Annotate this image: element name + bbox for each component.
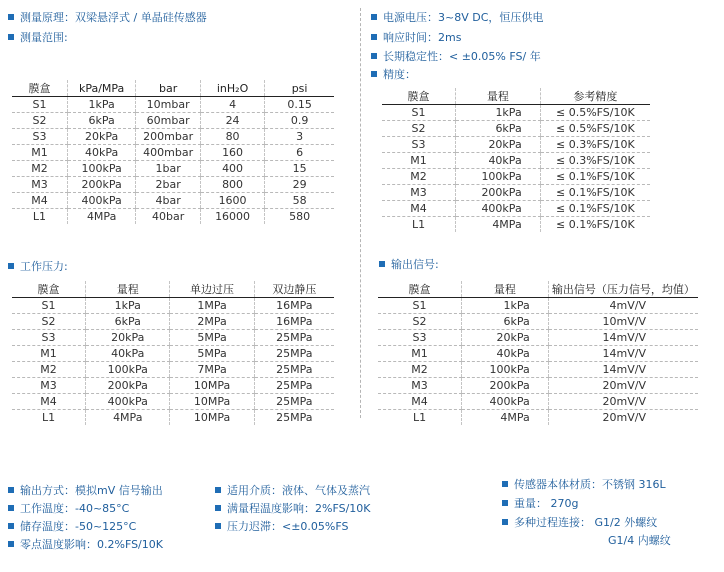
- cell: S2: [378, 314, 462, 330]
- cell: M3: [12, 378, 86, 394]
- cell: S2: [12, 314, 86, 330]
- cell: 6kPa: [456, 121, 541, 137]
- cell: 6kPa: [462, 314, 549, 330]
- output-signal-text: 输出信号:: [391, 258, 439, 271]
- measure-range-text: 测量范围:: [20, 31, 68, 44]
- bullet-icon: [8, 523, 14, 529]
- cell: 25MPa: [254, 362, 334, 378]
- cell: M3: [378, 378, 462, 394]
- cell: 16MPa: [254, 298, 334, 314]
- bullet-icon: [215, 487, 221, 493]
- cell: 1kPa: [86, 298, 170, 314]
- cell: ≤ 0.1%FS/10K: [540, 185, 650, 201]
- cell: 40kPa: [86, 346, 170, 362]
- cell: S1: [378, 298, 462, 314]
- wp-header-static: 双边静压: [254, 281, 334, 298]
- cell: M1: [12, 346, 86, 362]
- cell: 100kPa: [67, 161, 135, 177]
- cell: M3: [12, 177, 67, 193]
- cell: M2: [378, 362, 462, 378]
- measure-principle: [8, 10, 207, 26]
- cell: 25MPa: [254, 346, 334, 362]
- cell: 200kPa: [67, 177, 135, 193]
- table-row: [382, 153, 650, 169]
- storage-temperature-text: 储存温度：-50~125°C: [20, 520, 137, 533]
- cell: M3: [382, 185, 456, 201]
- table-row: [12, 97, 334, 113]
- cell: 3: [265, 129, 334, 145]
- bullet-icon: [8, 505, 14, 511]
- cell: L1: [32, 210, 47, 223]
- long-term-stability: [371, 49, 541, 65]
- cell: 2bar: [136, 177, 201, 193]
- weight-text: 重量： 270g: [514, 497, 579, 510]
- cell: M4: [12, 193, 67, 209]
- output-mode: [8, 483, 163, 499]
- cell: 14mV/V: [548, 330, 698, 346]
- cell: 100kPa: [456, 169, 541, 185]
- long-term-stability-text: 长期稳定性：< ±0.05% FS/ 年: [383, 50, 541, 63]
- cell: 6: [265, 145, 334, 161]
- cell: 100kPa: [86, 362, 170, 378]
- table-row: [12, 314, 334, 330]
- cell: 10MPa: [170, 394, 254, 410]
- cell: 200kPa: [462, 378, 549, 394]
- table-row: [12, 346, 334, 362]
- cell: 800: [200, 177, 264, 193]
- table-row: [378, 394, 698, 410]
- range-header-membrane: 膜盒: [12, 80, 67, 97]
- cell: S1: [12, 298, 86, 314]
- cell: ≤ 0.3%FS/10K: [540, 153, 650, 169]
- cell: M2: [382, 169, 456, 185]
- cell: 0.9: [265, 113, 334, 129]
- body-material: [502, 477, 666, 493]
- cell: 20kPa: [67, 129, 135, 145]
- bullet-icon: [371, 53, 377, 59]
- cell: 400kPa: [462, 394, 549, 410]
- column-divider: [360, 8, 361, 418]
- bullet-icon: [502, 481, 508, 487]
- cell: 80: [200, 129, 264, 145]
- table-row: [12, 145, 334, 161]
- cell: ≤ 0.1%FS/10K: [540, 169, 650, 185]
- cell: 10MPa: [170, 378, 254, 394]
- cell: 60mbar: [136, 113, 201, 129]
- cell: 14mV/V: [548, 362, 698, 378]
- cell: 40bar: [136, 209, 201, 225]
- cell: 0.15: [265, 97, 334, 113]
- cell: ≤ 0.1%FS/10K: [540, 217, 650, 233]
- cell: L1: [41, 411, 56, 424]
- process-connection-text: 多种过程连接： G1/2 外螺纹: [514, 516, 658, 529]
- cell: 24: [200, 113, 264, 129]
- bullet-icon: [8, 541, 14, 547]
- cell: ≤ 0.5%FS/10K: [540, 105, 650, 121]
- table-row: [12, 298, 334, 314]
- cell: L1: [411, 218, 426, 231]
- bullet-icon: [8, 263, 14, 269]
- bullet-icon: [502, 519, 508, 525]
- range-header-bar: bar: [136, 80, 201, 97]
- cell: 58: [265, 193, 334, 209]
- output-signal-table: [378, 281, 698, 425]
- cell: 40kPa: [67, 145, 135, 161]
- response-time-text: 响应时间：2ms: [383, 31, 462, 44]
- table-row: [12, 330, 334, 346]
- cell: 40kPa: [456, 153, 541, 169]
- bullet-icon: [8, 487, 14, 493]
- cell: 25MPa: [254, 330, 334, 346]
- cell: 6kPa: [67, 113, 135, 129]
- table-row: [12, 209, 334, 225]
- cell: M1: [12, 145, 67, 161]
- cell: S3: [378, 330, 462, 346]
- cell: 400kPa: [456, 201, 541, 217]
- cell: ≤ 0.3%FS/10K: [540, 137, 650, 153]
- cell: 200kPa: [456, 185, 541, 201]
- table-row: [378, 298, 698, 314]
- cell: M2: [12, 362, 86, 378]
- cell: 4MPa: [67, 209, 135, 225]
- cell: M1: [382, 153, 456, 169]
- cell: 1MPa: [170, 298, 254, 314]
- table-row: [382, 185, 650, 201]
- table-row: [378, 330, 698, 346]
- wp-header-membrane: 膜盒: [12, 281, 86, 298]
- accuracy-header-range: 量程: [456, 88, 541, 105]
- cell: 160: [200, 145, 264, 161]
- cell: 400: [200, 161, 264, 177]
- cell: 400kPa: [67, 193, 135, 209]
- working-pressure-text: 工作压力:: [20, 260, 68, 273]
- cell: S1: [382, 105, 456, 121]
- body-material-text: 传感器本体材质：不锈钢 316L: [514, 478, 666, 491]
- cell: 4: [200, 97, 264, 113]
- cell: 4bar: [136, 193, 201, 209]
- bullet-icon: [502, 500, 508, 506]
- pressure-hysteresis: [215, 519, 349, 535]
- cell: M4: [378, 394, 462, 410]
- table-row: [12, 394, 334, 410]
- table-row: [12, 362, 334, 378]
- cell: 10mV/V: [548, 314, 698, 330]
- working-pressure-table: [12, 281, 334, 425]
- table-row: [12, 161, 334, 177]
- cell: 14mV/V: [548, 346, 698, 362]
- cell: ≤ 0.1%FS/10K: [540, 201, 650, 217]
- table-row: [12, 177, 334, 193]
- cell: 20mV/V: [548, 410, 698, 426]
- process-connection-extra-text: G1/4 内螺纹: [608, 534, 671, 547]
- cell: M2: [12, 161, 67, 177]
- cell: 20kPa: [456, 137, 541, 153]
- os-header-membrane: 膜盒: [378, 281, 462, 298]
- table-row: [12, 193, 334, 209]
- cell: L1: [412, 411, 427, 424]
- zero-temp-effect: [8, 537, 163, 553]
- measure-range-label: [8, 30, 68, 46]
- table-row: [12, 378, 334, 394]
- cell: ≤ 0.5%FS/10K: [540, 121, 650, 137]
- bullet-icon: [215, 523, 221, 529]
- bullet-icon: [379, 261, 385, 267]
- range-header-kpa: kPa/MPa: [67, 80, 135, 97]
- table-row: [382, 121, 650, 137]
- table-row: [382, 201, 650, 217]
- bullet-icon: [371, 14, 377, 20]
- cell: 16MPa: [254, 314, 334, 330]
- cell: S3: [382, 137, 456, 153]
- medium: [215, 483, 370, 499]
- table-row: [378, 314, 698, 330]
- cell: S3: [12, 129, 67, 145]
- accuracy-header-membrane: 膜盒: [382, 88, 456, 105]
- cell: 1bar: [136, 161, 201, 177]
- span-temp-effect: [215, 501, 370, 517]
- cell: S2: [12, 113, 67, 129]
- cell: 25MPa: [254, 378, 334, 394]
- cell: 4MPa: [86, 410, 170, 426]
- working-temperature: [8, 501, 129, 517]
- table-row: [382, 169, 650, 185]
- storage-temperature: [8, 519, 136, 535]
- cell: S3: [12, 330, 86, 346]
- bullet-icon: [8, 14, 14, 20]
- output-signal-label: [379, 257, 439, 273]
- table-row: [12, 410, 334, 426]
- cell: 580: [265, 209, 334, 225]
- accuracy-label: [371, 67, 416, 83]
- cell: 5MPa: [170, 346, 254, 362]
- cell: 4MPa: [456, 217, 541, 233]
- power-supply-text: 电源电压：3~8V DC，恒压供电: [383, 11, 544, 24]
- cell: 10MPa: [170, 410, 254, 426]
- cell: S1: [12, 97, 67, 113]
- cell: 200kPa: [86, 378, 170, 394]
- process-connection-extra: [608, 533, 671, 549]
- cell: 20mV/V: [548, 394, 698, 410]
- table-row: [382, 105, 650, 121]
- cell: 20kPa: [86, 330, 170, 346]
- accuracy-table: [382, 88, 650, 232]
- zero-temp-effect-text: 零点温度影响：0.2%FS/10K: [20, 538, 163, 551]
- wp-header-overpressure: 单边过压: [170, 281, 254, 298]
- cell: 29: [265, 177, 334, 193]
- cell: 5MPa: [170, 330, 254, 346]
- bullet-icon: [371, 34, 377, 40]
- cell: 100kPa: [462, 362, 549, 378]
- cell: 1600: [200, 193, 264, 209]
- cell: 20kPa: [462, 330, 549, 346]
- bullet-icon: [215, 505, 221, 511]
- cell: 1kPa: [456, 105, 541, 121]
- table-row: [378, 378, 698, 394]
- bullet-icon: [8, 34, 14, 40]
- response-time: [371, 30, 461, 46]
- cell: 400mbar: [136, 145, 201, 161]
- cell: 4MPa: [462, 410, 549, 426]
- os-header-output: 输出信号（压力信号，均值）: [548, 281, 698, 298]
- power-supply: [371, 10, 543, 26]
- range-table: [12, 80, 334, 224]
- cell: S2: [382, 121, 456, 137]
- cell: 20mV/V: [548, 378, 698, 394]
- table-row: [378, 346, 698, 362]
- cell: 25MPa: [254, 410, 334, 426]
- cell: 25MPa: [254, 394, 334, 410]
- weight: [502, 496, 578, 512]
- measure-principle-text: 测量原理：双梁悬浮式 / 单晶硅传感器: [20, 11, 207, 24]
- pressure-hysteresis-text: 压力迟滞：<±0.05%FS: [227, 520, 349, 533]
- cell: 200mbar: [136, 129, 201, 145]
- cell: 40kPa: [462, 346, 549, 362]
- range-header-psi: psi: [265, 80, 334, 97]
- cell: 16000: [200, 209, 264, 225]
- working-pressure-label: [8, 259, 68, 275]
- accuracy-label-text: 精度：: [383, 68, 416, 81]
- working-temperature-text: 工作温度：-40~85°C: [20, 502, 130, 515]
- bullet-icon: [371, 71, 377, 77]
- process-connection: [502, 515, 657, 531]
- cell: M4: [382, 201, 456, 217]
- cell: 1kPa: [462, 298, 549, 314]
- wp-header-range: 量程: [86, 281, 170, 298]
- table-row: [378, 410, 698, 426]
- output-mode-text: 输出方式：模拟mV 信号输出: [20, 484, 163, 497]
- range-header-inh2o: inH₂O: [200, 80, 264, 97]
- os-header-range: 量程: [462, 281, 549, 298]
- accuracy-header-accuracy: 参考精度: [540, 88, 650, 105]
- cell: 6kPa: [86, 314, 170, 330]
- span-temp-effect-text: 满量程温度影响：2%FS/10K: [227, 502, 371, 515]
- cell: 10mbar: [136, 97, 201, 113]
- table-row: [382, 217, 650, 233]
- medium-text: 适用介质：液体、气体及蒸汽: [227, 484, 370, 497]
- cell: 4mV/V: [548, 298, 698, 314]
- cell: 7MPa: [170, 362, 254, 378]
- cell: 15: [265, 161, 334, 177]
- cell: 2MPa: [170, 314, 254, 330]
- cell: M1: [378, 346, 462, 362]
- cell: 1kPa: [67, 97, 135, 113]
- cell: 400kPa: [86, 394, 170, 410]
- table-row: [378, 362, 698, 378]
- table-row: [382, 137, 650, 153]
- table-row: [12, 113, 334, 129]
- table-row: [12, 129, 334, 145]
- cell: M4: [12, 394, 86, 410]
